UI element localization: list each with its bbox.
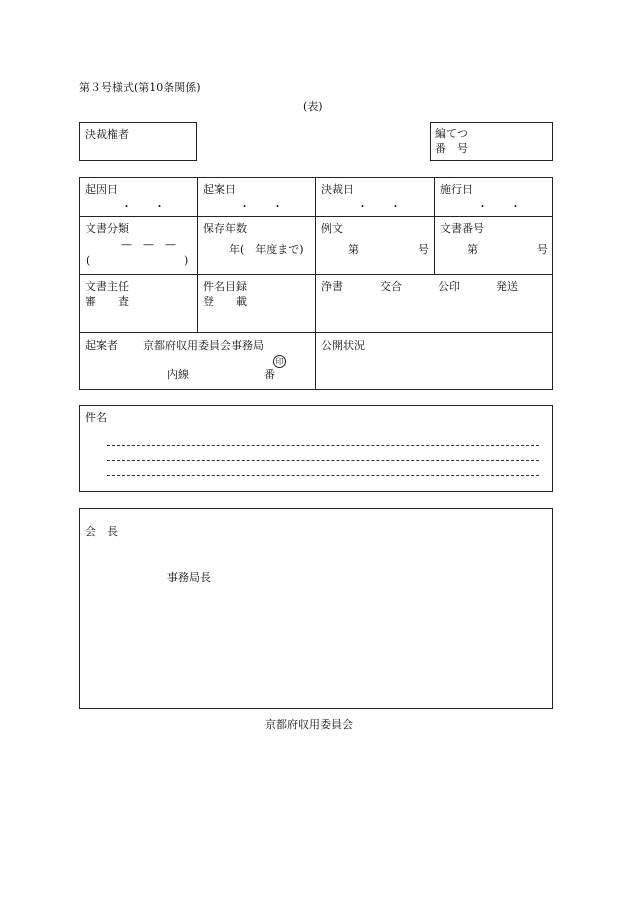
- subject-box: [79, 405, 553, 492]
- grid-rule: [197, 177, 198, 332]
- retention-detail: 年( 年度まで): [229, 243, 304, 256]
- grid-rule: [79, 216, 553, 217]
- draft-date-label: 起案日: [203, 183, 236, 196]
- doc-number-gou: 号: [537, 243, 548, 256]
- approver-label: 決裁権者: [85, 128, 129, 141]
- extension-ban: 番: [264, 368, 275, 381]
- doc-class-dashes: — — —: [121, 238, 176, 251]
- doc-class-paren-open: (: [86, 254, 91, 267]
- grid-rule: [79, 274, 553, 275]
- dispatch-label: 発送: [496, 280, 518, 293]
- doc-number-dai: 第: [467, 243, 478, 256]
- bureau-name: 京都府収用委員会事務局: [143, 339, 264, 352]
- cause-date-label: 起因日: [85, 183, 118, 196]
- index-label-1: 件名目録: [203, 280, 247, 293]
- subject-label: 件名: [85, 411, 107, 424]
- organization-name: 京都府収用委員会: [265, 718, 353, 731]
- index-label-2: 登 載: [203, 295, 247, 308]
- disclosure-label: 公開状況: [321, 339, 365, 352]
- doc-number-label: 文書番号: [440, 222, 484, 235]
- grid-rule: [315, 177, 316, 390]
- enforce-date-dots: ・ ・: [477, 200, 521, 213]
- doc-class-paren-close: ): [184, 254, 189, 267]
- subject-line: [107, 475, 539, 476]
- example-gou: 号: [418, 243, 429, 256]
- secretary-general-label: 事務局長: [167, 571, 211, 584]
- cause-date-dots: ・ ・: [121, 200, 165, 213]
- drafter-label: 起案者: [85, 339, 118, 352]
- doc-class-label: 文書分類: [85, 222, 129, 235]
- example-label: 例文: [321, 222, 343, 235]
- seal-icon: 印: [273, 355, 286, 368]
- decision-date-label: 決裁日: [321, 183, 354, 196]
- enforce-date-label: 施行日: [440, 183, 473, 196]
- chair-label: 会 長: [85, 525, 118, 538]
- subject-line: [107, 460, 539, 461]
- extension-label: 内線: [167, 368, 189, 381]
- grid-rule: [79, 332, 553, 333]
- side-indicator: (表): [303, 100, 323, 113]
- subject-line: [107, 445, 539, 446]
- approval-box: [79, 508, 553, 709]
- retention-label: 保存年数: [203, 222, 247, 235]
- decision-date-dots: ・ ・: [357, 200, 401, 213]
- form-title: 第３号様式(第10条関係): [79, 81, 201, 94]
- grid-rule: [434, 177, 435, 274]
- chief-label-2: 審 査: [85, 295, 129, 308]
- clean-copy-label: 浄書: [321, 280, 343, 293]
- filing-label-2: 番 号: [435, 142, 468, 155]
- chief-label-1: 文書主任: [85, 280, 129, 293]
- collation-label: 交合: [380, 280, 402, 293]
- draft-date-dots: ・ ・: [239, 200, 283, 213]
- filing-label-1: 編てつ: [435, 127, 468, 140]
- official-seal-label: 公印: [438, 280, 460, 293]
- example-dai: 第: [348, 243, 359, 256]
